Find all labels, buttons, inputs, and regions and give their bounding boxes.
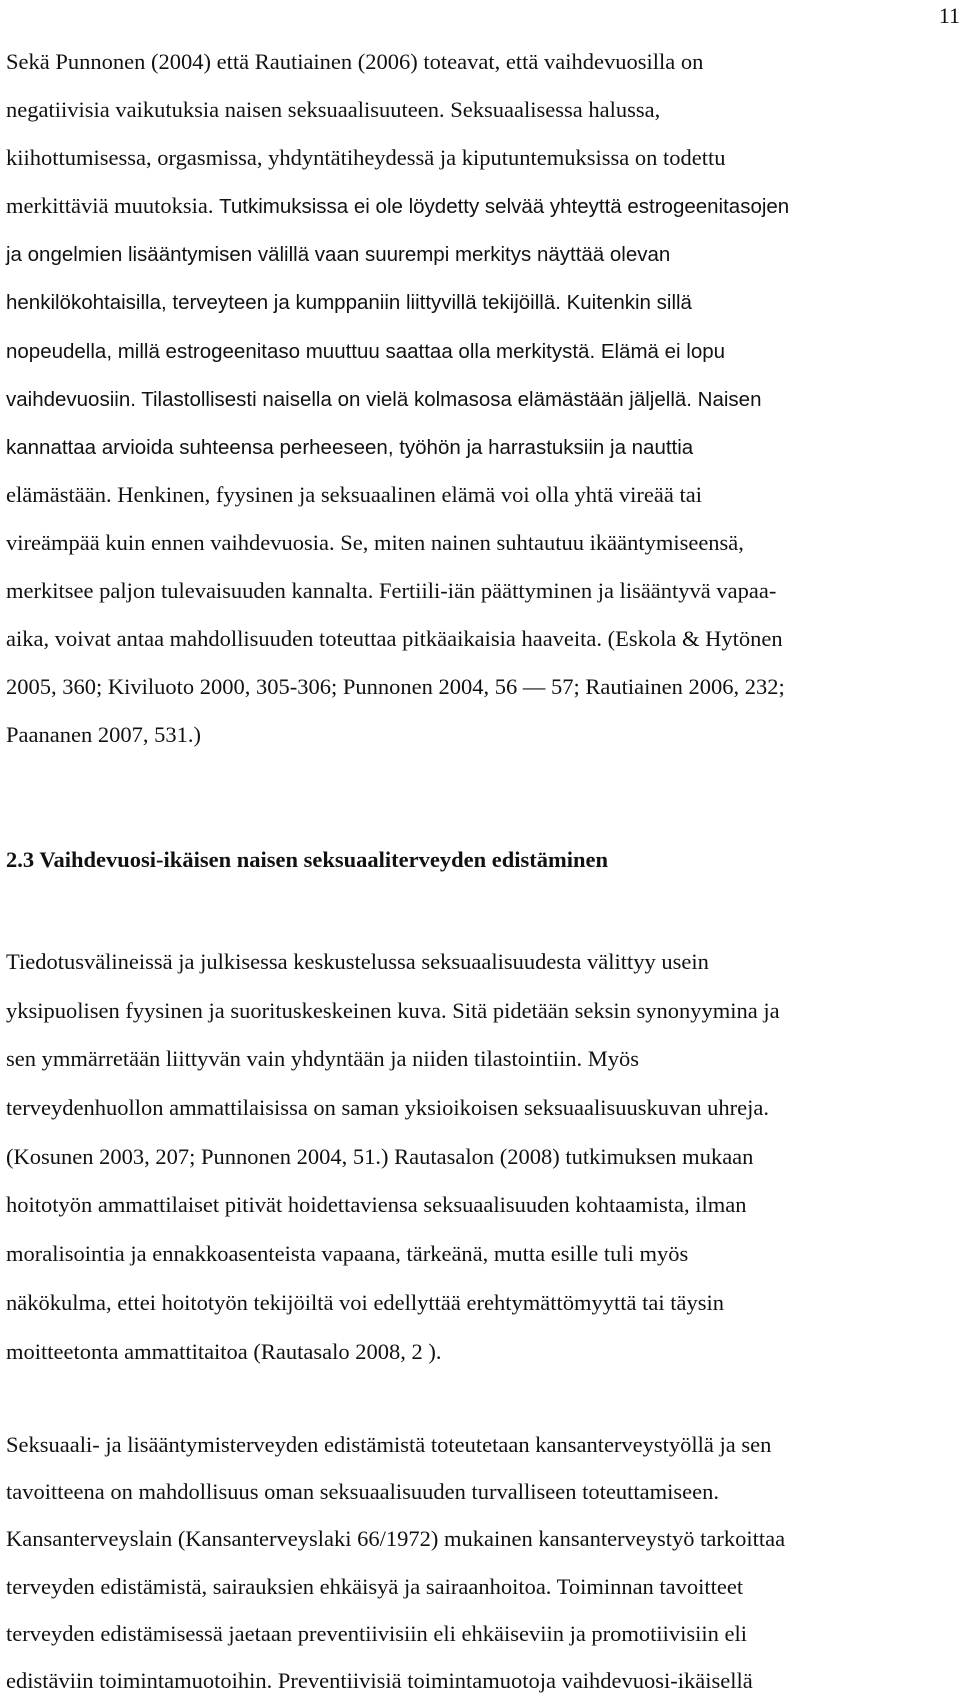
text-line: moralisointia ja ennakkoasenteista vapaana, tärkeänä, mutta esille tuli myös (6, 1241, 689, 1267)
text-line: sen ymmärretään liittyvän vain yhdyntään ja niiden tilastointiin. Myös (6, 1046, 639, 1072)
page-number: 11 (938, 3, 960, 28)
text-line: näkökulma, ettei hoitotyön tekijöiltä voi edellyttää erehtymättömyyttä tai täysin (6, 1289, 724, 1315)
section-heading: 2.3 Vaihdevuosi-ikäisen naisen seksuaaliterveyden edistäminen (6, 847, 608, 872)
text-line: aika, voivat antaa mahdollisuuden toteuttaa pitkäaikaisia haaveita. (Eskola & Hytönen (6, 626, 783, 652)
paragraph-1 (6, 38, 954, 759)
text-line: vaihdevuosiin. Tilastollisesti naisella on vielä kolmasosa elämästään jäljellä. Naisen (6, 387, 762, 411)
text-line: terveyden edistämisessä jaetaan preventiivisiin eli ehkäiseviin ja promotiivisiin eli (6, 1620, 748, 1646)
paragraph-3 (6, 1421, 954, 1704)
text-line: Paananen 2007, 531.) (6, 722, 201, 748)
text-line: nopeudella, millä estrogeenitaso muuttuu saattaa olla merkitystä. Elämä ei lopu (6, 339, 726, 363)
text-line: Sekä Punnonen (2004) että Rautiainen (2006) toteavat, että vaihdevuosilla on (6, 49, 704, 74)
text-line: kiihottumisessa, orgasmissa, yhdyntätiheydessä ja kiputuntemuksissa on todettu (6, 145, 726, 171)
text-line: negatiivisia vaikutuksia naisen seksuaalisuuteen. Seksuaalisessa halussa, (6, 97, 661, 123)
text-line: hoitotyön ammattilaiset pitivät hoidettaviensa seksuaalisuuden kohtaamista, ilman (6, 1192, 747, 1218)
text-line: yksipuolisen fyysinen ja suorituskeskeinen kuva. Sitä pidetään seksin synonyymina ja (6, 997, 780, 1023)
paragraph-2 (6, 938, 954, 1376)
text-line: ja ongelmien lisääntymisen välillä vaan suurempi merkitys näyttää olevan (6, 243, 671, 267)
text-line: 2005, 360; Kiviluoto 2000, 305-306; Punnonen 2004, 56 — 57; Rautiainen 2006, 232; (6, 674, 785, 700)
text-line: merkittäviä muutoksia. Tutkimuksissa ei ole löydetty selvää yhteyttä estrogeenitasojen (6, 193, 790, 219)
text-line: kannattaa arvioida suhteensa perheeseen, työhön ja harrastuksiin ja nauttia (6, 435, 694, 459)
text-line: terveydenhuollon ammattilaisissa on saman yksioikoisen seksuaalisuuskuvan uhreja. (6, 1095, 769, 1121)
text-line: Kansanterveyslain (Kansanterveyslaki 66/1972) mukainen kansanterveystyö tarkoittaa (6, 1526, 786, 1552)
text-line: henkilökohtaisilla, terveyteen ja kumppaniin liittyvillä tekijöillä. Kuitenkin sillä (6, 291, 692, 315)
text-line: merkitsee paljon tulevaisuuden kannalta. Fertiili-iän päättyminen ja lisääntyvä vapaa- (6, 578, 777, 604)
text-line: elämästään. Henkinen, fyysinen ja seksuaalinen elämä voi olla yhtä vireää tai (6, 481, 702, 507)
text-line: moitteetonta ammattitaitoa (Rautasalo 2008, 2 ). (6, 1338, 442, 1364)
text-line: terveyden edistämistä, sairauksien ehkäisyä ja sairaanhoitoa. Toiminnan tavoitteet (6, 1573, 744, 1599)
text-line: edistäviin toimintamuotoihin. Preventiivisiä toimintamuotoja vaihdevuosi-ikäisellä (6, 1667, 753, 1693)
text-line: (Kosunen 2003, 207; Punnonen 2004, 51.) Rautasalon (2008) tutkimuksen mukaan (6, 1143, 754, 1169)
text-line: tavoitteena on mahdollisuus oman seksuaalisuuden turvalliseen toteuttamiseen. (6, 1479, 719, 1505)
text-line: Seksuaali- ja lisääntymisterveyden edistämistä toteutetaan kansanterveystyöllä ja sen (6, 1432, 772, 1457)
text-line: vireämpää kuin ennen vaihdevuosia. Se, miten nainen suhtautuu ikääntymiseensä, (6, 529, 744, 555)
text-line: Tiedotusvälineissä ja julkisessa keskustelussa seksuaalisuudesta välittyy usein (6, 949, 709, 974)
